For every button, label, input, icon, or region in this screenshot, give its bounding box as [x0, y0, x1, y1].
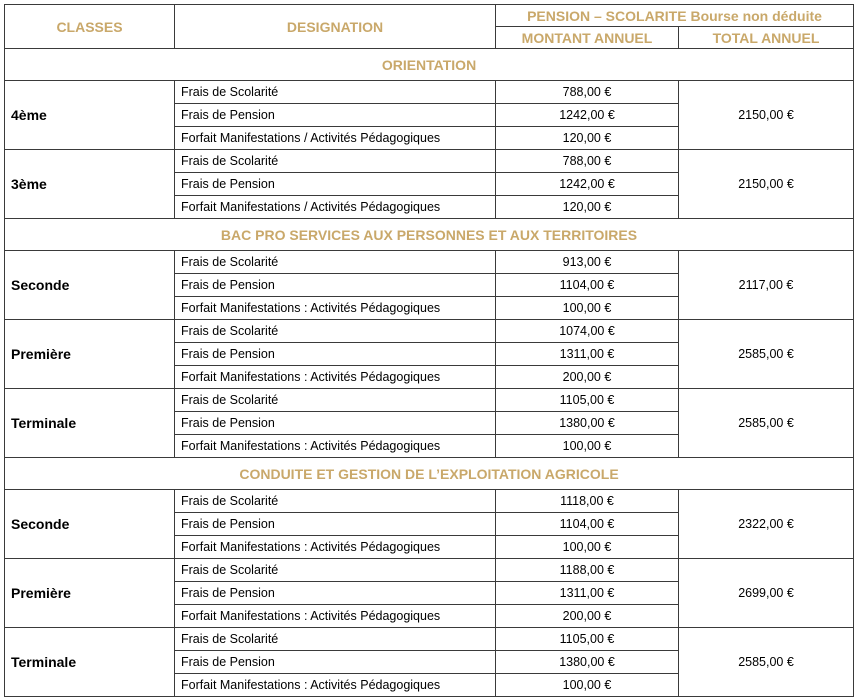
section-title: CONDUITE ET GESTION DE L’EXPLOITATION AGRICOLE — [5, 458, 854, 490]
header-designation: DESIGNATION — [175, 5, 496, 49]
designation-cell: Forfait Manifestations / Activités Pédagogiques — [175, 127, 496, 150]
amount-cell: 788,00 € — [496, 150, 679, 173]
fees-body — [5, 49, 854, 697]
designation-cell: Frais de Scolarité — [175, 81, 496, 104]
class-name: Première — [5, 320, 175, 389]
class-name: Terminale — [5, 628, 175, 697]
amount-cell: 120,00 € — [496, 127, 679, 150]
amount-cell: 100,00 € — [496, 297, 679, 320]
class-name: 4ème — [5, 81, 175, 150]
header-classes: CLASSES — [5, 5, 175, 49]
designation-cell: Frais de Scolarité — [175, 389, 496, 412]
header-pension-group: PENSION – SCOLARITE Bourse non déduite — [496, 5, 854, 27]
total-cell: 2699,00 € — [679, 559, 854, 628]
amount-cell: 1311,00 € — [496, 582, 679, 605]
total-cell: 2585,00 € — [679, 320, 854, 389]
section-row — [5, 49, 854, 81]
amount-cell: 1118,00 € — [496, 490, 679, 513]
header-total-annuel: TOTAL ANNUEL — [679, 27, 854, 49]
amount-cell: 200,00 € — [496, 366, 679, 389]
amount-cell: 1188,00 € — [496, 559, 679, 582]
designation-cell: Frais de Scolarité — [175, 628, 496, 651]
table-row — [5, 628, 854, 651]
designation-cell: Frais de Pension — [175, 412, 496, 435]
designation-cell: Forfait Manifestations : Activités Pédagogiques — [175, 536, 496, 559]
designation-cell: Forfait Manifestations : Activités Pédagogiques — [175, 366, 496, 389]
class-name: Seconde — [5, 251, 175, 320]
amount-cell: 1104,00 € — [496, 513, 679, 536]
designation-cell: Frais de Pension — [175, 274, 496, 297]
table-row — [5, 150, 854, 173]
designation-cell: Frais de Pension — [175, 582, 496, 605]
header-montant-annuel: MONTANT ANNUEL — [496, 27, 679, 49]
designation-cell: Frais de Scolarité — [175, 559, 496, 582]
amount-cell: 100,00 € — [496, 435, 679, 458]
amount-cell: 1311,00 € — [496, 343, 679, 366]
total-cell: 2150,00 € — [679, 150, 854, 219]
table-row — [5, 559, 854, 582]
amount-cell: 1105,00 € — [496, 628, 679, 651]
designation-cell: Frais de Scolarité — [175, 320, 496, 343]
table-row — [5, 320, 854, 343]
amount-cell: 1380,00 € — [496, 651, 679, 674]
amount-cell: 1074,00 € — [496, 320, 679, 343]
total-cell: 2585,00 € — [679, 628, 854, 697]
table-row — [5, 490, 854, 513]
designation-cell: Frais de Scolarité — [175, 251, 496, 274]
designation-cell: Frais de Pension — [175, 173, 496, 196]
section-row — [5, 458, 854, 490]
designation-cell: Forfait Manifestations : Activités Pédagogiques — [175, 435, 496, 458]
total-cell: 2322,00 € — [679, 490, 854, 559]
section-title: ORIENTATION — [5, 49, 854, 81]
amount-cell: 1242,00 € — [496, 104, 679, 127]
amount-cell: 100,00 € — [496, 536, 679, 559]
designation-cell: Frais de Pension — [175, 651, 496, 674]
designation-cell: Frais de Pension — [175, 343, 496, 366]
class-name: Première — [5, 559, 175, 628]
table-row — [5, 389, 854, 412]
designation-cell: Forfait Manifestations : Activités Pédagogiques — [175, 674, 496, 697]
class-name: Terminale — [5, 389, 175, 458]
table-row — [5, 251, 854, 274]
amount-cell: 1242,00 € — [496, 173, 679, 196]
total-cell: 2150,00 € — [679, 81, 854, 150]
fees-table — [4, 4, 854, 697]
designation-cell: Frais de Scolarité — [175, 490, 496, 513]
designation-cell: Forfait Manifestations : Activités Pédagogiques — [175, 605, 496, 628]
designation-cell: Frais de Scolarité — [175, 150, 496, 173]
class-name: 3ème — [5, 150, 175, 219]
total-cell: 2117,00 € — [679, 251, 854, 320]
amount-cell: 100,00 € — [496, 674, 679, 697]
amount-cell: 1380,00 € — [496, 412, 679, 435]
amount-cell: 1105,00 € — [496, 389, 679, 412]
designation-cell: Forfait Manifestations : Activités Pédagogiques — [175, 297, 496, 320]
section-row — [5, 219, 854, 251]
designation-cell: Frais de Pension — [175, 513, 496, 536]
designation-cell: Forfait Manifestations / Activités Pédagogiques — [175, 196, 496, 219]
amount-cell: 200,00 € — [496, 605, 679, 628]
amount-cell: 1104,00 € — [496, 274, 679, 297]
section-title: BAC PRO SERVICES AUX PERSONNES ET AUX TERRITOIRES — [5, 219, 854, 251]
table-row — [5, 81, 854, 104]
amount-cell: 913,00 € — [496, 251, 679, 274]
amount-cell: 120,00 € — [496, 196, 679, 219]
total-cell: 2585,00 € — [679, 389, 854, 458]
amount-cell: 788,00 € — [496, 81, 679, 104]
class-name: Seconde — [5, 490, 175, 559]
designation-cell: Frais de Pension — [175, 104, 496, 127]
